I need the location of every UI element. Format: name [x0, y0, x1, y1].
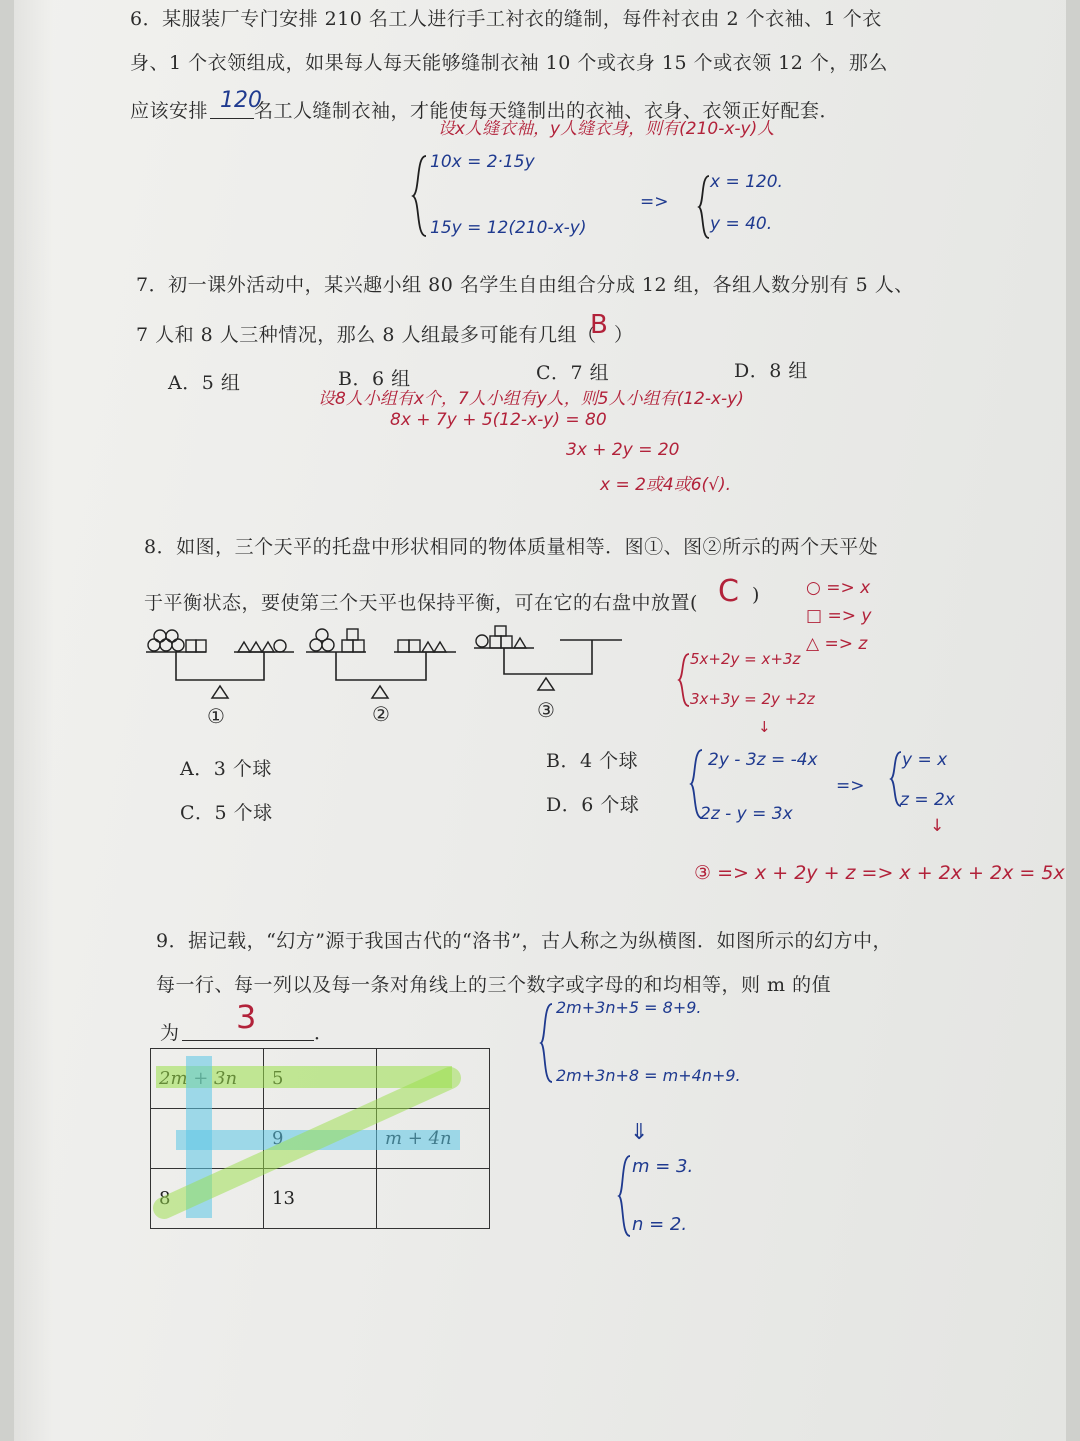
q6-line1: 6．某服装厂专门安排 210 名工人进行手工衬衣的缝制，每件衬衣由 2 个衣袖、1 个衣 [130, 8, 882, 30]
ball-icon [316, 629, 328, 641]
q9-brace-1 [538, 1000, 556, 1086]
q8-option-b: B．4 个球 [546, 750, 639, 772]
q6-eq1: 10x = 2·15y [430, 152, 535, 172]
page-shadow [14, 0, 54, 1441]
cube-icon [347, 629, 358, 640]
q7-option-c: C．7 组 [536, 362, 610, 384]
q8-option-d: D．6 个球 [546, 794, 640, 816]
q6-answer-blank [210, 118, 254, 119]
q8-line2: 于平衡状态，要使第三个天平也保持平衡，可在它的右盘中放置( [144, 592, 698, 614]
q9-period: ． [314, 1022, 334, 1044]
triangle-icon [434, 642, 446, 652]
q8-option-a: A．3 个球 [180, 758, 272, 780]
q8-sol1: y = x [902, 750, 948, 770]
balance-label-1: ① [207, 704, 226, 728]
cube-icon [398, 640, 409, 652]
q8-close: ) [752, 584, 760, 606]
cube-icon [353, 640, 364, 652]
q7-option-b: B．6 组 [338, 368, 411, 390]
ball-icon [160, 639, 172, 651]
q9-line1: 9．据记载，“幻方”源于我国古代的“洛书”，古人称之为纵横图．如图所示的幻方中， [156, 930, 892, 952]
ball-icon [172, 639, 184, 651]
q7-work1: 设8人小组有x个，7人小组有y人，则5人小组有(12-x-y) [318, 389, 744, 409]
q8-line1: 8．如图，三个天平的托盘中形状相同的物体质量相等．图①、图②所示的两个天平处 [144, 536, 879, 558]
cube-icon [490, 636, 501, 648]
q6-arrow: => [640, 192, 669, 212]
q6-eq2: 15y = 12(210-x-y) [430, 218, 587, 238]
triangle-icon [262, 642, 274, 652]
q6-line3-pre: 应该安排 [130, 100, 209, 122]
q7-option-d: D．8 组 [734, 360, 808, 382]
q6-sol1: x = 120. [710, 172, 783, 192]
q6-answer: 120 [220, 88, 262, 113]
q8-eq4: 2z - y = 3x [700, 804, 793, 824]
q8-legend-triangle: △ => z [806, 634, 868, 654]
q6-system-brace [410, 152, 430, 240]
q8-down-arrow-2: ↓ [930, 816, 945, 836]
cube-icon [196, 640, 206, 652]
q7-answer: B [590, 310, 608, 340]
q7-work3: 3x + 2y = 20 [566, 440, 680, 460]
balance-label-2: ② [372, 702, 391, 726]
q6-sol2: y = 40. [710, 214, 773, 234]
balance-1 [146, 630, 296, 702]
cube-icon [501, 636, 512, 648]
q8-legend-ball: ○ => x [806, 578, 871, 598]
q9-answer: 3 [236, 998, 257, 1036]
cube-icon [409, 640, 420, 652]
q8-legend-cube: □ => y [806, 606, 872, 626]
q8-eq1: 5x+2y = x+3z [690, 650, 801, 668]
q9-line2: 每一行、每一列以及每一条对角线上的三个数字或字母的和均相等，则 m 的值 [156, 974, 832, 996]
q9-down-arrow: ⇓ [630, 1120, 649, 1145]
q9-answer-blank [182, 1040, 314, 1041]
cube-icon [495, 626, 506, 636]
ball-icon [166, 630, 178, 642]
ball-icon [154, 630, 166, 642]
q9-line3: 为 [160, 1022, 180, 1044]
triangle-icon [514, 638, 526, 648]
ball-icon [148, 639, 160, 651]
q8-sol2: z = 2x [900, 790, 955, 810]
q7-option-a: A．5 组 [168, 372, 241, 394]
ball-icon [274, 640, 286, 652]
balance-label-3: ③ [537, 698, 556, 722]
triangle-icon [238, 642, 250, 652]
q6-note: 设x人缝衣袖，y人缝衣身，则有(210-x-y)人 [438, 119, 775, 139]
q6-line3-post: 名工人缝制衣袖，才能使每天缝制出的衣袖、衣身、衣领正好配套． [254, 100, 840, 122]
q8-eq3: 2y - 3z = -4x [708, 750, 818, 770]
balance-2 [306, 626, 458, 702]
q8-final: ③ => x + 2y + z => x + 2x + 2x = 5x [694, 862, 1065, 884]
q8-option-c: C．5 个球 [180, 802, 273, 824]
q6-line2: 身、1 个衣领组成，如果每人每天能够缝制衣袖 10 个或衣身 15 个或衣领 12 个，那么 [130, 52, 888, 74]
magic-cell: 13 [264, 1169, 377, 1229]
ball-icon [476, 635, 488, 647]
triangle-icon [250, 642, 262, 652]
q9-sol2: n = 2. [632, 1214, 688, 1235]
highlight-diagonal [150, 1060, 470, 1220]
q9-sol1: m = 3. [632, 1156, 694, 1177]
q7-work2: 8x + 7y + 5(12-x-y) = 80 [390, 410, 607, 430]
q7-close: ） [614, 324, 634, 346]
q9-eq1: 2m+3n+5 = 8+9. [556, 998, 702, 1017]
triangle-icon [422, 642, 434, 652]
q8-answer: C [718, 574, 739, 609]
q8-eq2: 3x+3y = 2y +2z [690, 690, 815, 708]
cube-icon [186, 640, 196, 652]
q8-arrow: => [836, 776, 865, 796]
q8-down-arrow: ↓ [758, 718, 771, 736]
q7-work4: x = 2或4或6(√). [600, 475, 732, 495]
q9-eq2: 2m+3n+8 = m+4n+9. [556, 1066, 741, 1085]
cube-icon [342, 640, 353, 652]
q7-line2: 7 人和 8 人三种情况，那么 8 人组最多可能有几组（ [136, 324, 597, 346]
balance-3 [474, 624, 624, 694]
q7-line1: 7．初一课外活动中，某兴趣小组 80 名学生自由组合分成 12 组，各组人数分别有 5 人、 [136, 274, 914, 296]
